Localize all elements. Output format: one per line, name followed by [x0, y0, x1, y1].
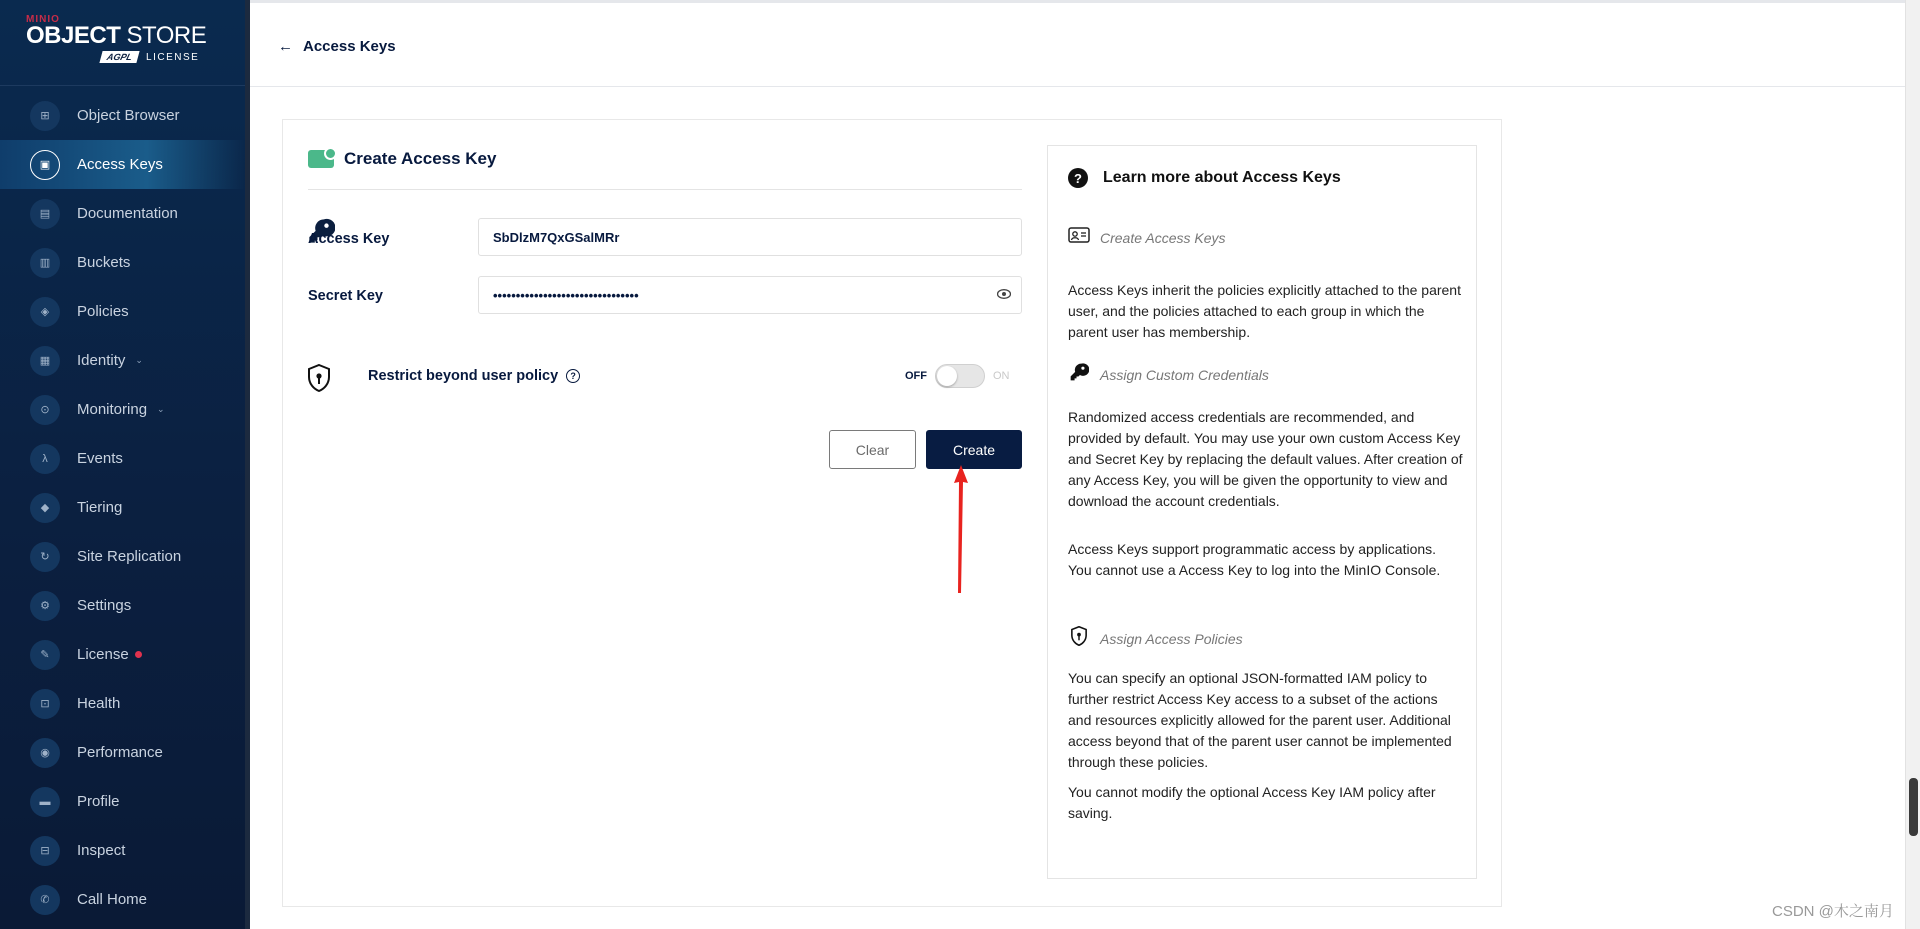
sidebar-item-label: Object Browser [77, 107, 180, 124]
call-home-icon: ✆ [30, 885, 60, 915]
back-link-label: Access Keys [303, 38, 396, 55]
logo-product-light: STORE [120, 22, 207, 49]
chevron-down-icon[interactable]: ⌄ [157, 404, 165, 414]
sidebar-item-performance[interactable] [0, 728, 245, 777]
sidebar-item-label: Site Replication [77, 548, 182, 565]
access-key-label: Access Key [308, 231, 390, 247]
help-circle-icon[interactable]: ? [566, 369, 580, 383]
sidebar-item-policies[interactable] [0, 287, 245, 336]
question-circle-icon: ? [1068, 168, 1088, 188]
logo-divider [0, 85, 245, 86]
toggle-on-label: ON [993, 370, 1010, 382]
shield-icon [307, 364, 331, 392]
scrollbar-thumb[interactable] [1909, 778, 1918, 836]
sidebar-item-label: Policies [77, 303, 129, 320]
toggle-off-label: OFF [905, 370, 927, 382]
sidebar-menu [0, 91, 245, 924]
sidebar-item-label: Tiering [77, 499, 123, 516]
chevron-down-icon[interactable]: ⌄ [135, 355, 143, 365]
create-access-key-panel [282, 119, 1502, 907]
sidebar-item-label: Events [77, 450, 123, 467]
sidebar-item-license[interactable] [0, 630, 245, 679]
sidebar-item-inspect[interactable] [0, 826, 245, 875]
sidebar-item-label: Inspect [77, 842, 126, 859]
access-keys-icon: ▣ [30, 150, 60, 180]
section-create-heading [1068, 226, 1226, 249]
sidebar [0, 0, 245, 929]
section-credentials-heading-text: Assign Custom Credentials [1100, 366, 1269, 383]
restrict-policy-toggle-group [905, 364, 1010, 388]
logo-brand: MINIO [26, 14, 60, 25]
settings-icon: ⚙ [30, 591, 60, 621]
section-policies-text-1: You can specify an optional JSON-formatted IAM policy to further restrict Access Key access to a subset of the actions and resources explicitly allowed for the parent user. Additional access beyond that of the parent user cannot be implemented through these policies. [1068, 670, 1452, 770]
sidebar-item-profile[interactable] [0, 777, 245, 826]
access-key-input[interactable] [478, 218, 1022, 256]
access-key-badge-icon [308, 150, 334, 168]
sidebar-item-label: Identity [77, 352, 126, 369]
performance-icon: ◉ [30, 738, 60, 768]
id-card-icon [1068, 226, 1090, 249]
monitoring-icon: ⊙ [30, 395, 60, 425]
site-replication-icon: ↻ [30, 542, 60, 572]
clear-button[interactable]: Clear [829, 430, 916, 469]
sidebar-item-label: Performance [77, 744, 163, 761]
section-create-heading-text: Create Access Keys [1100, 229, 1226, 246]
sidebar-item-label: Access Keys [77, 156, 163, 173]
title-divider [308, 189, 1022, 190]
watermark: CSDN @木之南月 [1772, 903, 1894, 920]
sidebar-item-label: Documentation [77, 205, 178, 222]
minio-logo[interactable] [26, 14, 216, 74]
section-policies-heading-text: Assign Access Policies [1100, 630, 1243, 647]
sidebar-item-buckets[interactable] [0, 238, 245, 287]
access-key-value: SbDlzM7QxGSalMRr [493, 229, 620, 245]
form-title-text: Create Access Key [344, 149, 497, 168]
events-icon: λ [30, 444, 60, 474]
sidebar-item-tiering[interactable] [0, 483, 245, 532]
section-create-text: Access Keys inherit the policies explicitly attached to the parent user, and the policies attached to each group in which the parent user has membership. [1068, 282, 1461, 340]
sidebar-item-label: Profile [77, 793, 120, 810]
sidebar-item-label: License [77, 646, 129, 663]
shield-small-icon [1068, 626, 1090, 651]
section-credentials-heading [1068, 362, 1269, 387]
policies-icon: ◈ [30, 297, 60, 327]
page-scrollbar[interactable] [1905, 0, 1920, 929]
sidebar-item-site-replication[interactable] [0, 532, 245, 581]
back-arrow-icon: ← [278, 38, 293, 55]
license-text: LICENSE [146, 51, 200, 63]
logo-product [26, 24, 216, 48]
license-alert-dot-icon [135, 651, 142, 658]
agpl-badge: AGPL [99, 51, 139, 63]
secret-key-value: •••••••••••••••••••••••••••••••• [493, 287, 639, 303]
sidebar-item-label: Settings [77, 597, 132, 614]
sidebar-item-settings[interactable] [0, 581, 245, 630]
sidebar-item-label: Call Home [77, 891, 148, 908]
profile-icon: ▬ [30, 787, 60, 817]
object-browser-icon: ⊞ [30, 101, 60, 131]
restrict-policy-text: Restrict beyond user policy [368, 368, 559, 384]
sidebar-item-events[interactable] [0, 434, 245, 483]
restrict-policy-toggle[interactable] [935, 364, 985, 388]
help-title [1068, 168, 1341, 188]
help-title-text: Learn more about Access Keys [1103, 169, 1341, 186]
sidebar-item-access-keys[interactable] [0, 140, 245, 189]
key-small-icon [1068, 362, 1090, 387]
section-credentials-text-1: Randomized access credentials are recommended, and provided by default. You may use your own custom Access Key and Secret Key by replacing the default values. After creation of any Access Key, you will be given the opportunity to view and download the account credentials. [1068, 409, 1463, 509]
sidebar-item-identity[interactable] [0, 336, 245, 385]
sidebar-edge [245, 0, 250, 929]
section-credentials-text-2: Access Keys support programmatic access by applications. You cannot use a Access Key to log into the MinIO Console. [1068, 541, 1441, 578]
secret-key-label: Secret Key [308, 288, 383, 304]
sidebar-item-monitoring[interactable] [0, 385, 245, 434]
sidebar-item-label: Monitoring [77, 401, 148, 418]
buckets-icon: ▥ [30, 248, 60, 278]
annotation-arrow [928, 465, 988, 595]
back-link[interactable] [278, 38, 396, 55]
identity-icon: ▦ [30, 346, 60, 376]
inspect-icon: ⊟ [30, 836, 60, 866]
documentation-icon: ▤ [30, 199, 60, 229]
logo-product-bold: OBJECT [26, 22, 121, 49]
section-policies-text-2: You cannot modify the optional Access Key IAM policy after saving. [1068, 784, 1436, 821]
sidebar-item-label: Health [77, 695, 121, 712]
show-password-eye-icon[interactable] [997, 288, 1011, 302]
sidebar-item-call-home[interactable] [0, 875, 245, 924]
health-icon: ⊡ [30, 689, 60, 719]
section-policies-heading [1068, 626, 1243, 651]
sidebar-item-object-browser[interactable] [0, 91, 245, 140]
form-title [308, 149, 496, 169]
toggle-knob [937, 366, 957, 386]
restrict-policy-label [368, 368, 580, 384]
help-box [1047, 145, 1477, 879]
secret-key-input[interactable] [478, 276, 1022, 314]
sidebar-item-documentation[interactable] [0, 189, 245, 238]
sidebar-item-label: Buckets [77, 254, 131, 271]
page-header [250, 0, 1905, 87]
create-button[interactable]: Create [926, 430, 1022, 469]
logo-license [26, 51, 216, 63]
license-icon: ✎ [30, 640, 60, 670]
tiering-icon: ◆ [30, 493, 60, 523]
sidebar-item-health[interactable] [0, 679, 245, 728]
